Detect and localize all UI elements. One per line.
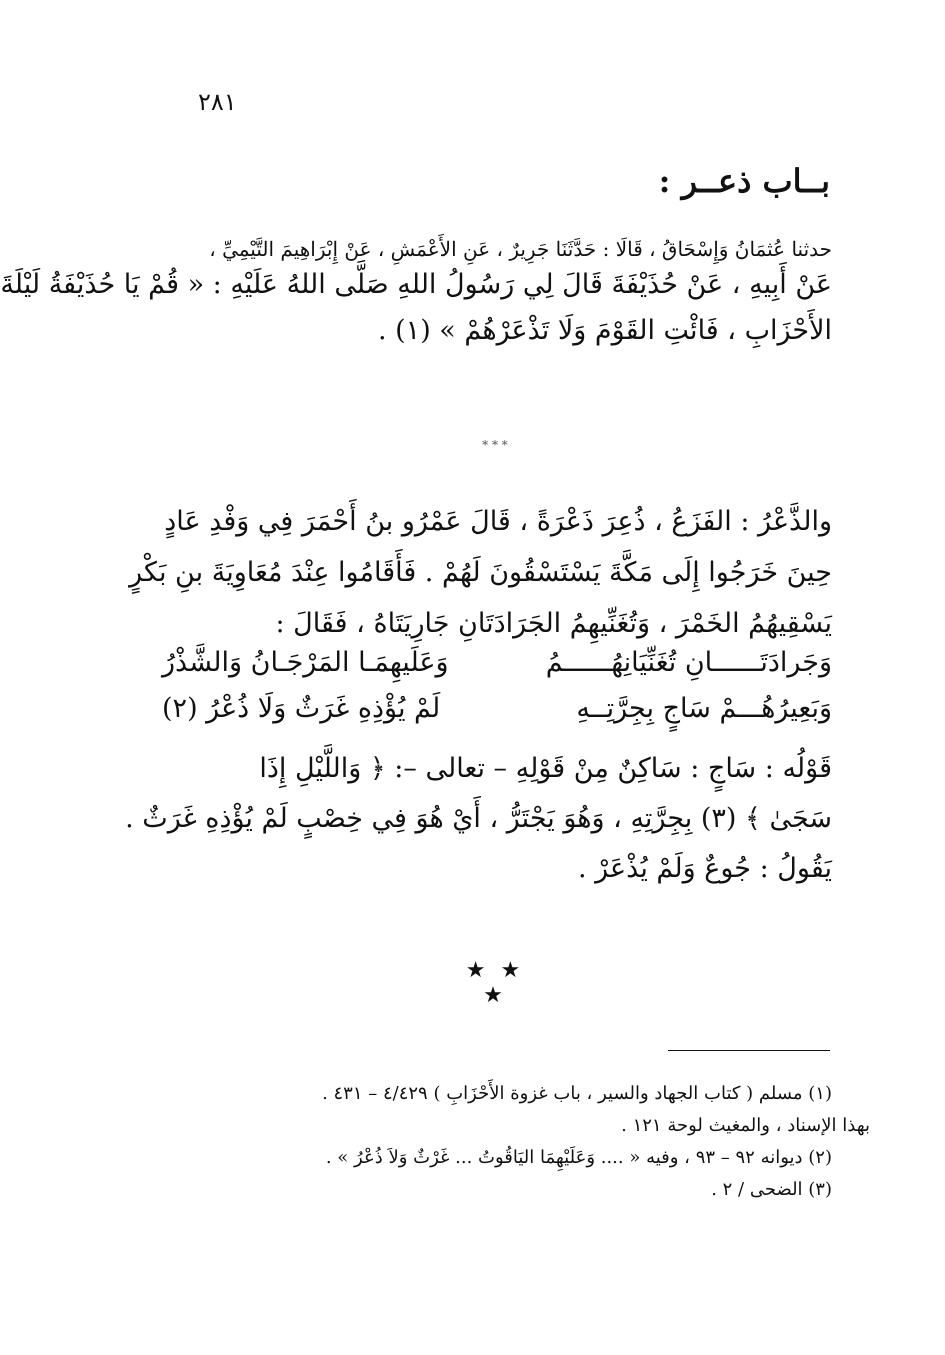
hadith-line: الأَحْزَابِ ، فَائْتِ القَوْمَ وَلَا تَذْعَرْهُمْ » (١) . — [377, 315, 832, 346]
explanation-paragraph — [129, 496, 832, 649]
commentary-paragraph — [125, 744, 832, 894]
hadith-text — [0, 262, 832, 354]
footnote-1-continuation: بهذا الإسناد ، والمغيث لوحة ١٢١ . — [621, 1115, 870, 1136]
footnote-divider — [668, 1050, 830, 1051]
poem-verse — [162, 686, 832, 732]
commentary-line: يَقُولُ : جُوعٌ وَلَمْ يُذْعَرْ . — [577, 853, 832, 884]
verse-second-hemistich: وَعَلَيهِمَـا المَرْجَـانُ وَالشَّذْرُ — [162, 647, 449, 678]
chapter-heading: بــاب ذعــر : — [658, 162, 830, 200]
page-number: ٢٨١ — [198, 88, 237, 116]
hadith-line: عَنْ أَبِيهِ ، عَنْ حُذَيْفَةَ قَالَ لِي رَسُولُ اللهِ صَلَّى اللهُ عَلَيْهِ : « قُمْ يَا حُذَيْفَةُ لَيْلَةَ — [0, 269, 832, 300]
isnad-line: حدثنا عُثمَانُ وَإِسْحَاقُ ، قَالَا : حَدَّثَنَا جَرِيرٌ ، عَنِ الأَعْمَشِ ، عَنْ إِبْرَاهِيمَ التَّيْمِيِّ ، — [209, 237, 832, 261]
footnote-1: (١) مسلم ( كتاب الجهاد والسير ، باب غزوة الأَحْزَابِ ) ٤/٤٢٩ – ٤٣١ . — [322, 1083, 832, 1104]
footnote-2: (٢) ديوانه ٩٢ – ٩٣ ، وفيه « .... وَعَلَيْهِمَا اليَاقُوتُ ... غَرْثٌ وَلاَ ذُعْرُ » . — [325, 1147, 832, 1168]
hadith-isnad — [162, 232, 832, 266]
commentary-line: قَوْلُه : سَاجٍ : سَاكِنٌ مِنْ قَوْلِهِ – تعالى –: ﴿ وَاللَّيْلِ إِذَا — [259, 753, 832, 784]
small-separator: * * * — [482, 438, 508, 452]
poem — [162, 640, 832, 732]
star-separator: ★ ★ ★ — [465, 958, 525, 1008]
explanation-line: حِينَ خَرَجُوا إِلَى مَكَّةَ يَسْتَسْقُونَ لَهُمْ . فَأَقَامُوا عِنْدَ مُعَاوِيَةَ بنِ بَكْرٍ — [129, 557, 832, 588]
footnote-3: (٣) الضحى / ٢ . — [711, 1179, 832, 1200]
verse-second-hemistich: لَمْ يُؤْذِهِ غَرَثٌ وَلَا ذُعْرُ (٢) — [162, 693, 441, 724]
footnotes — [120, 1078, 870, 1206]
explanation-line: يَسْقِيهُمُ الخَمْرَ ، وَتُغَنِّيهِمُ الجَرَادَتَانِ جَارِيَتَاهُ ، فَقَالَ : — [275, 608, 832, 639]
commentary-line: سَجَىٰ ﴾ (٣) بِجِرَّتِهِ ، وَهُوَ يَجْتَرُّ ، أَيْ هُوَ فِي خِصْبٍ لَمْ يُؤْذِهِ غَرَثٌ . — [125, 803, 832, 834]
verse-first-hemistich: وَبَعِيرُهُـــمْ سَاجٍ بِجِرَّتِــهِ — [576, 693, 832, 724]
explanation-line: والذَّعْرُ : الفَزَعُ ، ذُعِرَ ذَعْرَةً ، قَالَ عَمْرُو بنُ أَحْمَرَ فِي وَفْدِ عَادٍ — [164, 506, 832, 537]
poem-verse — [162, 640, 832, 686]
verse-first-hemistich: وَجَرادَتَــــــانِ تُغَنِّيَانِهُــــــمُ — [545, 647, 832, 678]
